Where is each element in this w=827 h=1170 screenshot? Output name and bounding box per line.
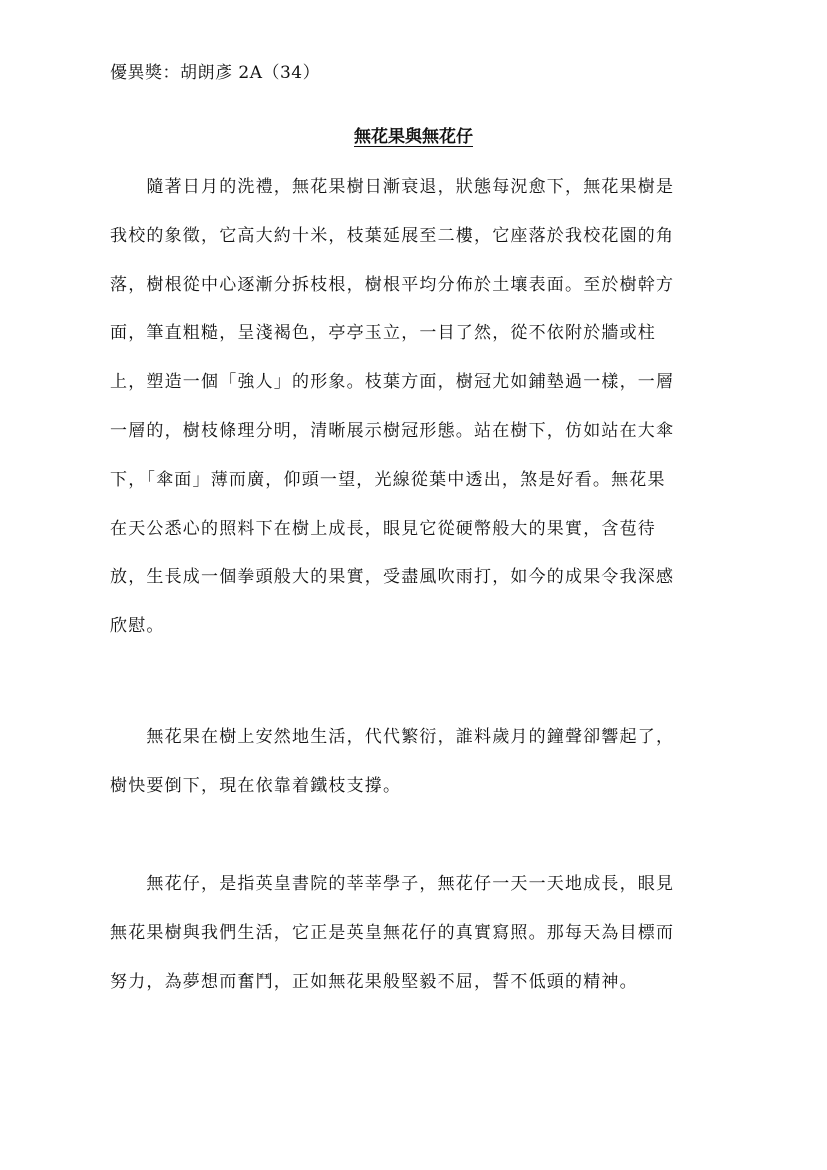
text-line: 放，生長成一個拳頭般大的果實，受盡風吹雨打，如今的成果令我深感 [110,567,675,588]
text-line: 無花果樹與我們生活，它正是英皇無花仔的真實寫照。那每天為目標而 [110,922,675,943]
paragraph-2 [110,724,720,822]
text-line: 樹快要倒下，現在依靠着鐵枝支撐。 [110,775,402,796]
paragraph-3 [110,871,720,1017]
award-line: 優異獎：胡朗彥 2A（34） [110,63,321,83]
text-line: 我校的象徵，它高大約十米，枝葉延展至二樓，它座落於我校花園的角 [110,225,675,246]
text-line: 上，塑造一個「強人」的形象。枝葉方面，樹冠尤如鋪墊過一樣，一層 [110,372,675,393]
paragraph-1 [110,174,720,662]
text-line: 在天公悉心的照料下在樹上成長，眼見它從硬幣般大的果實，含苞待 [110,518,656,539]
text-line: 隨著日月的洗禮，無花果樹日漸衰退，狀態每況愈下，無花果樹是 [110,177,675,197]
text-line: 無花仔，是指英皇書院的莘莘學子，無花仔一天一天地成長，眼見 [110,874,675,894]
text-line: 無花果在樹上安然地生活，代代繁衍，誰料歲月的鐘聲卻響起了， [110,727,675,747]
essay-title: 無花果與無花仔 [354,127,473,147]
text-line: 欣慰。 [110,616,165,637]
text-line: 努力，為夢想而奮鬥，正如無花果般堅毅不屈，誓不低頭的精神。 [110,971,638,992]
text-line: 下，「傘面」薄而廣，仰頭一望，光線從葉中透出，煞是好看。無花果 [110,469,666,490]
text-line: 落，樹根從中心逐漸分拆枝根，樹根平均分佈於土壤表面。至於樹幹方 [110,274,675,295]
text-line: 一層的，樹枝條理分明，清晰展示樹冠形態。站在樹下，仿如站在大傘 [110,420,675,441]
text-line: 面，筆直粗糙，呈淺褐色，亭亭玉立，一目了然，從不依附於牆或柱 [110,323,656,344]
